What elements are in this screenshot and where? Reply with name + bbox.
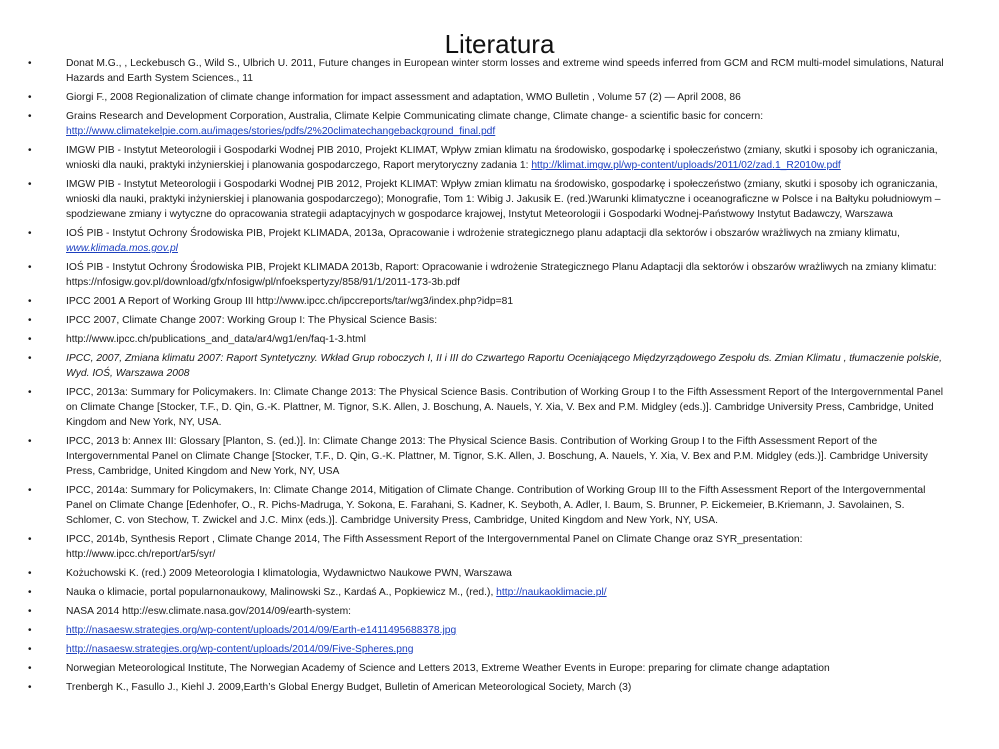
reference-item	[22, 313, 947, 328]
reference-item	[22, 56, 947, 86]
bullet-icon: •	[28, 387, 32, 398]
reference-item	[22, 260, 947, 290]
reference-item	[22, 532, 947, 562]
bullet-icon: •	[28, 58, 32, 69]
reference-text: IMGW PIB - Instytut Meteorologii i Gospodarki Wodnej PIB 2012, Projekt KLIMAT: Wpływ zmian klimatu na środowisko, gospodarkę i społeczeństwo (zmiany, skutki i sposoby ich ograniczania, wnioski dla nauki, praktyki inżynierskiej i planowania gospodarczego); Monografie, Tom 1: Wibig J. Jakusik E. (red.)Warunki klimatyczne i oceanograficzne w Polsce i na Bałtyku południowym – spodziewane zmiany i wytyczne do opracowania strategii adaptacyjnych w gospodarce krajowej, Instytut Meteorologii i Gospodarki Wodnej-Państwowy Instytut Badawczy, Warszawa	[66, 179, 941, 220]
bullet-icon: •	[28, 682, 32, 693]
reference-text: NASA 2014 http://esw.climate.nasa.gov/2014/09/earth-system:	[66, 606, 352, 617]
reference-text: http://www.ipcc.ch/publications_and_data/ar4/wg1/en/faq-1-3.html	[66, 334, 366, 345]
bullet-icon: •	[28, 436, 32, 447]
bullet-icon: •	[28, 92, 32, 103]
reference-item	[22, 226, 947, 256]
reference-item	[22, 680, 947, 695]
reference-item	[22, 351, 947, 381]
bullet-icon: •	[28, 534, 32, 545]
reference-text: IOŚ PIB - Instytut Ochrony Środowiska PIB, Projekt KLIMADA, 2013a, Opracowanie i wdrożenie strategicznego planu adaptacji dla sektorów i obszarów wrażliwych na zmiany klimatu,	[66, 228, 900, 239]
bullet-icon: •	[28, 587, 32, 598]
reference-item	[22, 109, 947, 139]
bullet-icon: •	[28, 179, 32, 190]
reference-item	[22, 585, 947, 600]
reference-item	[22, 434, 947, 479]
reference-item	[22, 661, 947, 676]
bullet-icon: •	[28, 353, 32, 364]
reference-text: IPCC 2007, Climate Change 2007: Working Group I: The Physical Science Basis:	[66, 315, 438, 326]
reference-text: IPCC, 2007, Zmiana klimatu 2007: Raport Syntetyczny. Wkład Grup roboczych I, II i III do Czwartego Raportu Oceniającego Międzyrządowego Zespołu ds. Zmian Klimatu , tłumaczenie polskie, Wyd. IOŚ, Warszawa 2008	[66, 353, 943, 379]
reference-link[interactable]: http://nasaesw.strategies.org/wp-content/uploads/2014/09/Earth-e1411495688378.jpg	[66, 625, 457, 636]
bullet-icon: •	[28, 296, 32, 307]
reference-item	[22, 90, 947, 105]
reference-link[interactable]: http://naukaoklimacie.pl/	[496, 587, 607, 598]
bullet-icon: •	[28, 334, 32, 345]
reference-item	[22, 483, 947, 528]
reference-item	[22, 604, 947, 619]
bullet-icon: •	[28, 568, 32, 579]
reference-link[interactable]: www.klimada.mos.gov.pl	[66, 243, 178, 254]
reference-text: IOŚ PIB - Instytut Ochrony Środowiska PIB, Projekt KLIMADA 2013b, Raport: Opracowanie i wdrożenie Strategicznego Planu Adaptacji dla sektorów i obszarów wrażliwych na zmiany klimatu: https://nfosigw.gov.pl/download/gfx/nfosigw/pl/nfoekspertyzy/858/91/1/2011-173-3b.pdf	[66, 262, 937, 288]
reference-text: IPCC, 2014a: Summary for Policymakers, In: Climate Change 2014, Mitigation of Climate Change. Contribution of Working Group III to the Fifth Assessment Report of the Intergovernmental Panel on Climate Change [Edenhofer, O., R. Pichs-Madruga, Y. Sokona, E. Farahani, S. Kadner, K. Seyboth, A. Adler, I. Baum, S. Brunner, P. Eickemeier, B.Kriemann, J. Savolainen, S. Schlomer, C. von Stechow, T. Zwickel and J.C. Minx (eds.)]. Cambridge University Press, Cambridge, United Kingdom and New York, NY, USA.	[66, 485, 926, 526]
bullet-icon: •	[28, 111, 32, 122]
reference-text: Donat M.G., , Leckebusch G., Wild S., Ulbrich U. 2011, Future changes in European winter storm losses and extreme wind speeds inferred from GCM and RCM multi-model simulations, Natural Hazards and Earth System Sciences., 11	[66, 58, 944, 84]
bullet-icon: •	[28, 606, 32, 617]
bullet-icon: •	[28, 663, 32, 674]
bullet-icon: •	[28, 485, 32, 496]
reference-link[interactable]: http://nasaesw.strategies.org/wp-content/uploads/2014/09/Five-Spheres.png	[66, 644, 414, 655]
bullet-icon: •	[28, 262, 32, 273]
reference-item	[22, 332, 947, 347]
reference-text: Trenbergh K., Fasullo J., Kiehl J. 2009,Earth’s Global Energy Budget, Bulletin of American Meteorological Society, March (3)	[66, 682, 632, 693]
reference-text: Grains Research and Development Corporation, Australia, Climate Kelpie Communicating climate change, Climate change- a scientific basic for concern:	[66, 111, 764, 122]
reference-link[interactable]: http://klimat.imgw.pl/wp-content/uploads/2011/02/zad.1_R2010w.pdf	[531, 160, 841, 171]
reference-text: IPCC, 2014b, Synthesis Report , Climate Change 2014, The Fifth Assessment Report of the Intergovernmental Panel on Climate Change oraz SYR_presentation: http://www.ipcc.ch/report/ar5/syr/	[66, 534, 803, 560]
reference-item	[22, 177, 947, 222]
page-title: Literatura	[444, 29, 555, 59]
reference-item	[22, 623, 947, 638]
bullet-icon: •	[28, 145, 32, 156]
reference-text: Giorgi F., 2008 Regionalization of climate change information for impact assessment and adaptation, WMO Bulletin , Volume 57 (2) — April 2008, 86	[66, 92, 741, 103]
reference-item	[22, 143, 947, 173]
reference-item	[22, 642, 947, 657]
bullet-icon: •	[28, 625, 32, 636]
reference-text: IMGW PIB - Instytut Meteorologii i Gospodarki Wodnej PIB 2010, Projekt KLIMAT, Wpływ zmian klimatu na środowisko, gospodarkę i społeczeństwo (zmiany, skutki i sposoby ich ograniczania, wnioski dla nauki, praktyki inżynierskiej i planowania gospodarczego, Raport merytoryczny zadania 1:	[66, 145, 938, 171]
reference-text: IPCC, 2013a: Summary for Policymakers. In: Climate Change 2013: The Physical Science Basis. Contribution of Working Group I to the Fifth Assessment Report of the Intergovernmental Panel on Climate Change [Stocker, T.F., D. Qin, G.-K. Plattner, M. Tignor, S.K. Allen, J. Boschung, A. Nauels, Y. Xia, V. Bex and P.M. Midgley (eds.)]. Cambridge University Press, Cambridge, United Kingdom and New York, NY, USA.	[66, 387, 943, 428]
reference-text: Nauka o klimacie, portal popularnonaukowy, Malinowski Sz., Kardaś A., Popkiewicz M., (red.),	[66, 587, 497, 598]
bullet-icon: •	[28, 315, 32, 326]
reference-item	[22, 294, 947, 309]
reference-item	[22, 566, 947, 581]
reference-item	[22, 385, 947, 430]
references-list	[22, 56, 947, 699]
reference-text: Kożuchowski K. (red.) 2009 Meteorologia I klimatologia, Wydawnictwo Naukowe PWN, Warszawa	[66, 568, 512, 579]
reference-text: IPCC, 2013 b: Annex III: Glossary [Planton, S. (ed.)]. In: Climate Change 2013: The Physical Science Basis. Contribution of Working Group I to the Fifth Assessment Report of the Intergovernmental Panel on Climate Change [Stocker, T.F., D. Qin, G.-K. Plattner, M. Tignor, S.K. Allen, J. Boschung, A. Nauels, Y. Xia, V. Bex and P.M. Midgley (eds.)]. Cambridge University Press, Cambridge, United Kingdom and New York, NY, USA	[66, 436, 928, 477]
reference-link[interactable]: http://www.climatekelpie.com.au/images/stories/pdfs/2%20climatechangebackground_final.pdf	[66, 126, 496, 137]
bullet-icon: •	[28, 228, 32, 239]
reference-text: IPCC 2001 A Report of Working Group III http://www.ipcc.ch/ipccreports/tar/wg3/index.php?idp=81	[66, 296, 514, 307]
reference-text: Norwegian Meteorological Institute, The Norwegian Academy of Science and Letters 2013, Extreme Weather Events in Europe: preparing for climate change adaptation	[66, 663, 830, 674]
bullet-icon: •	[28, 644, 32, 655]
